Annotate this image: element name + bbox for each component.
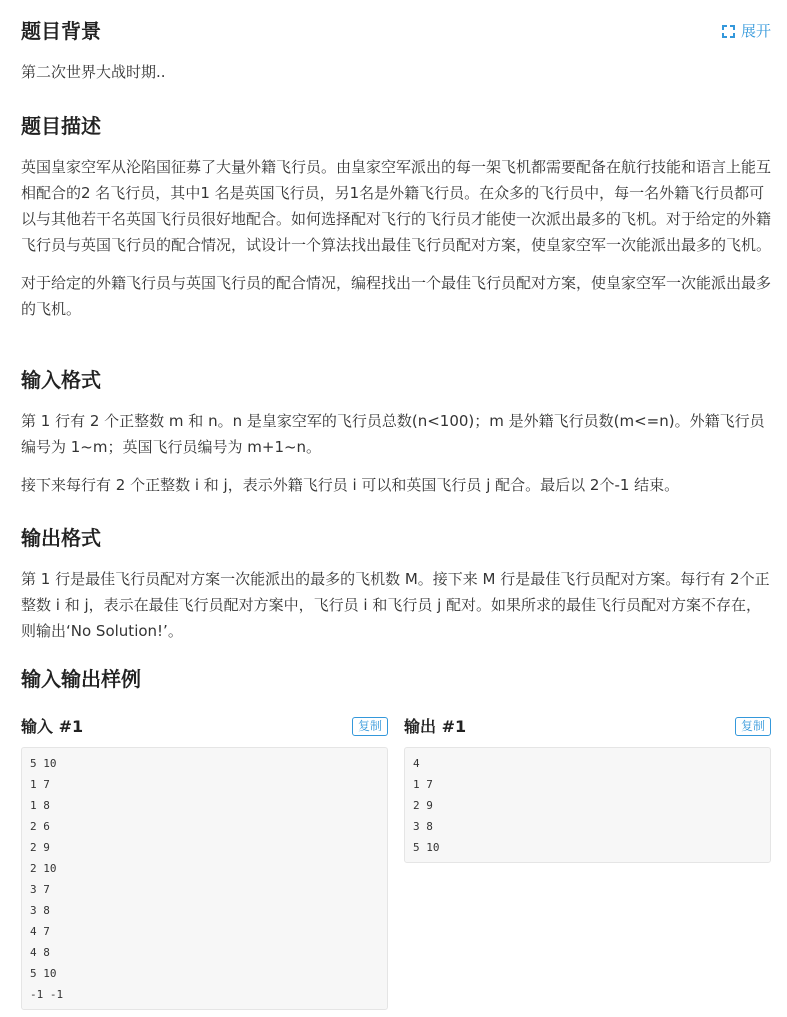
background-title: 题目背景 [21,19,101,43]
input-format-section [21,366,771,498]
background-section [21,17,771,85]
samples-section [21,665,771,693]
sample-output [404,716,771,863]
description-section [21,112,771,322]
background-header [21,17,771,45]
input-format-paragraph: 接下来每行有 2 个正整数 i 和 j，表示外籍飞行员 i 可以和英国飞行员 j 配合。最后以 2个-1 结束。 [21,476,680,494]
expand-button[interactable] [722,21,771,41]
sample-output-content[interactable]: 4 1 7 2 9 3 8 5 10 [404,747,771,863]
sample-input [21,716,388,1010]
description-paragraph: 英国皇家空军从沦陷国征募了大量外籍飞行员。由皇家空军派出的每一架飞机都需要配备在航行技能和语言上能互相配合的2 名飞行员，其中1 名是英国飞行员，另1名是外籍飞行员。在众多的飞行员中，每一名外籍飞行员都可以与其他若干名英国飞行员很好地配合。如何选择配对飞行的飞行员才能使一次派出最多的飞机。对于给定的外籍飞行员与英国飞行员的配合情况，试设计一个算法找出最佳飞行员配对方案，使皇家空军一次能派出最多的飞机。 [21,158,772,254]
output-format-title: 输出格式 [21,526,101,550]
copy-input-button[interactable]: 复制 [352,717,388,736]
background-text: 第二次世界大战时期.. [21,63,166,81]
copy-output-button[interactable]: 复制 [735,717,771,736]
description-title: 题目描述 [21,114,101,138]
expand-icon [722,25,735,38]
expand-label: 展开 [740,22,771,40]
sample-output-label: 输出 #1 [404,717,467,736]
sample-input-label: 输入 #1 [21,717,84,736]
description-paragraph: 对于给定的外籍飞行员与英国飞行员的配合情况，编程找出一个最佳飞行员配对方案，使皇家空军一次能派出最多的飞机。 [21,274,772,318]
output-format-paragraph: 第 1 行是最佳飞行员配对方案一次能派出的最多的飞机数 M。接下来 M 行是最佳飞行员配对方案。每行有 2个正整数 i 和 j，表示在最佳飞行员配对方案中，飞行员 i 和飞行员 j 配对。如果所求的最佳飞行员配对方案不存在，则输出‘No Solution!’。 [21,570,770,640]
sample-input-content[interactable]: 5 10 1 7 1 8 2 6 2 9 2 10 3 7 3 8 4 7 4 8 5 10 -1 -1 [21,747,388,1010]
input-format-paragraph: 第 1 行有 2 个正整数 m 和 n。n 是皇家空军的飞行员总数(n<100)；m 是外籍飞行员数(m<=n)。外籍飞行员编号为 1~m；英国飞行员编号为 m+1~n。 [21,412,765,456]
input-format-title: 输入格式 [21,368,101,392]
output-format-section [21,524,771,644]
samples-title: 输入输出样例 [21,667,141,691]
